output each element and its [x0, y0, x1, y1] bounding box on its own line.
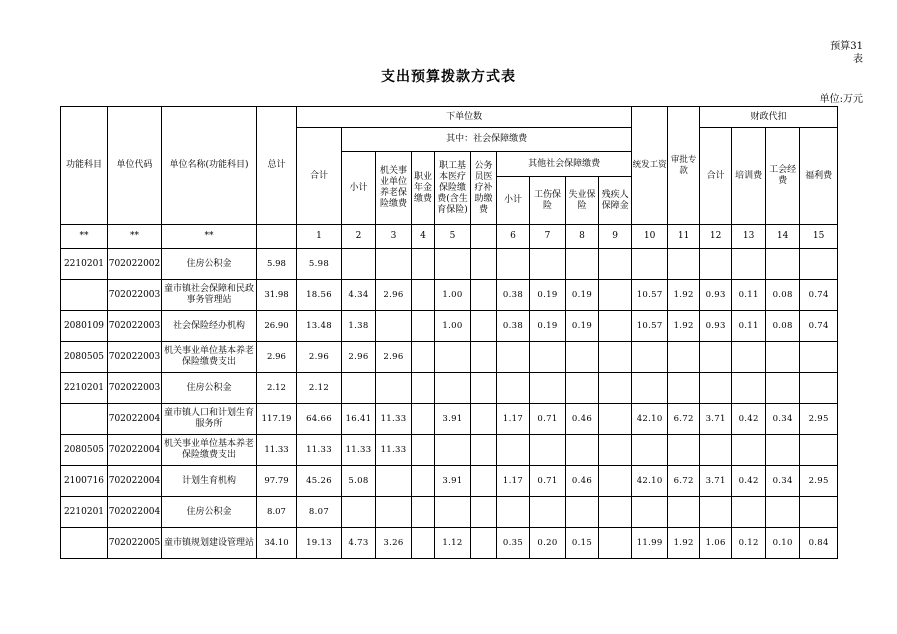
value-cell: [732, 497, 766, 528]
value-cell: 1.92: [668, 280, 700, 311]
unit-name-cell: 住房公积金: [162, 497, 257, 528]
value-cell: 2.12: [297, 373, 342, 404]
column-index-cell: **: [162, 225, 257, 249]
value-cell: [766, 342, 800, 373]
value-cell: [412, 466, 435, 497]
value-cell: 2.96: [297, 342, 342, 373]
value-cell: 6.72: [668, 466, 700, 497]
value-cell: 0.08: [766, 311, 800, 342]
table-row: [61, 528, 838, 559]
table-row: [61, 373, 838, 404]
unit-name-cell: 机关事业单位基本养老保险缴费支出: [162, 342, 257, 373]
value-cell: [632, 497, 668, 528]
table-body: [61, 249, 838, 559]
function-code-cell: 2100716: [61, 466, 108, 497]
value-cell: [668, 342, 700, 373]
column-index-cell: 8: [566, 225, 599, 249]
value-cell: 11.33: [376, 435, 412, 466]
value-cell: [700, 342, 732, 373]
value-cell: [471, 528, 497, 559]
value-cell: [435, 497, 471, 528]
value-cell: [342, 249, 376, 280]
header-social-security: 其中：社会保障缴费: [342, 128, 632, 152]
column-index-cell: 4: [412, 225, 435, 249]
value-cell: [599, 249, 632, 280]
value-cell: [732, 249, 766, 280]
page-title: 支出预算拨款方式表: [381, 69, 516, 85]
value-cell: [668, 497, 700, 528]
value-cell: 6.72: [668, 404, 700, 435]
function-code-cell: [61, 528, 108, 559]
value-cell: 2.96: [342, 342, 376, 373]
value-cell: 2.96: [376, 280, 412, 311]
value-cell: 0.38: [497, 280, 530, 311]
value-cell: 10.57: [632, 311, 668, 342]
unit-name-cell: 社会保险经办机构: [162, 311, 257, 342]
table-number-line-2: 表: [853, 54, 863, 65]
value-cell: [471, 342, 497, 373]
table-row: [61, 311, 838, 342]
value-cell: 0.12: [732, 528, 766, 559]
column-index-cell: 12: [700, 225, 732, 249]
value-cell: 1.38: [342, 311, 376, 342]
value-cell: [566, 497, 599, 528]
value-cell: [599, 435, 632, 466]
value-cell: [766, 249, 800, 280]
value-cell: [599, 528, 632, 559]
value-cell: 4.34: [342, 280, 376, 311]
unit-name-cell: 童市镇规划建设管理站: [162, 528, 257, 559]
value-cell: [599, 342, 632, 373]
column-index-cell: 9: [599, 225, 632, 249]
value-cell: [732, 342, 766, 373]
header-unemployment: 失业保险: [566, 177, 599, 225]
value-cell: 16.41: [342, 404, 376, 435]
header-civil-medical: 公务员医疗补助缴费: [471, 152, 497, 225]
value-cell: 0.93: [700, 311, 732, 342]
value-cell: [700, 435, 732, 466]
value-cell: 2.95: [800, 404, 838, 435]
value-cell: 3.91: [435, 466, 471, 497]
header-other-small-total: 小计: [497, 177, 530, 225]
value-cell: [497, 249, 530, 280]
value-cell: 0.10: [766, 528, 800, 559]
value-cell: [732, 373, 766, 404]
header-subtotal: 合计: [297, 128, 342, 225]
value-cell: 0.15: [566, 528, 599, 559]
value-cell: [412, 435, 435, 466]
value-cell: [471, 373, 497, 404]
value-cell: 18.56: [297, 280, 342, 311]
value-cell: 0.93: [700, 280, 732, 311]
header-injury: 工伤保险: [530, 177, 566, 225]
value-cell: 19.13: [297, 528, 342, 559]
value-cell: 0.19: [566, 280, 599, 311]
unit-code-cell: 702022003: [108, 280, 162, 311]
value-cell: [599, 280, 632, 311]
value-cell: [599, 466, 632, 497]
table-row: [61, 280, 838, 311]
unit-code-cell: 702022002: [108, 249, 162, 280]
value-cell: [766, 435, 800, 466]
unit-name-cell: 住房公积金: [162, 249, 257, 280]
value-cell: 0.34: [766, 404, 800, 435]
value-cell: 11.33: [342, 435, 376, 466]
value-cell: 3.91: [435, 404, 471, 435]
value-cell: [566, 435, 599, 466]
value-cell: [766, 497, 800, 528]
value-cell: 3.71: [700, 404, 732, 435]
value-cell: [471, 435, 497, 466]
column-index-cell: 10: [632, 225, 668, 249]
value-cell: 11.99: [632, 528, 668, 559]
value-cell: 0.19: [566, 311, 599, 342]
value-cell: [530, 249, 566, 280]
column-index-cell: 2: [342, 225, 376, 249]
function-code-cell: 2080505: [61, 342, 108, 373]
value-cell: [700, 497, 732, 528]
value-cell: [376, 311, 412, 342]
value-cell: [435, 373, 471, 404]
value-cell: [412, 528, 435, 559]
column-index-cell: **: [108, 225, 162, 249]
value-cell: [497, 497, 530, 528]
value-cell: 0.38: [497, 311, 530, 342]
value-cell: 0.46: [566, 404, 599, 435]
value-cell: 3.26: [376, 528, 412, 559]
value-cell: [632, 342, 668, 373]
value-cell: 2.96: [376, 342, 412, 373]
total-cell: 97.79: [257, 466, 297, 497]
value-cell: [566, 373, 599, 404]
value-cell: [800, 249, 838, 280]
value-cell: [497, 342, 530, 373]
header-approved-funds: 审批专款: [668, 107, 700, 225]
value-cell: 1.17: [497, 404, 530, 435]
value-cell: 45.26: [297, 466, 342, 497]
value-cell: [668, 249, 700, 280]
value-cell: 0.34: [766, 466, 800, 497]
value-cell: [599, 311, 632, 342]
budget-table: [60, 106, 838, 559]
column-index-cell: 7: [530, 225, 566, 249]
value-cell: [412, 342, 435, 373]
column-index-cell: 15: [800, 225, 838, 249]
unit-name-cell: 住房公积金: [162, 373, 257, 404]
value-cell: 42.10: [632, 404, 668, 435]
header-finance-withholding: 财政代扣: [700, 107, 838, 128]
header-annuity: 职业年金缴费: [412, 152, 435, 225]
value-cell: 64.66: [297, 404, 342, 435]
value-cell: 0.42: [732, 466, 766, 497]
value-cell: [412, 249, 435, 280]
column-index-cell: 3: [376, 225, 412, 249]
header-total: 总计: [257, 107, 297, 225]
function-code-cell: [61, 280, 108, 311]
unit-code-cell: 702022004: [108, 435, 162, 466]
header-welfare: 福利费: [800, 128, 838, 225]
value-cell: 0.19: [530, 280, 566, 311]
table-header: [61, 107, 838, 249]
total-cell: 31.98: [257, 280, 297, 311]
function-code-cell: 2210201: [61, 373, 108, 404]
total-cell: 34.10: [257, 528, 297, 559]
value-cell: 1.00: [435, 311, 471, 342]
total-cell: 5.98: [257, 249, 297, 280]
unit-name-cell: 童市镇社会保障和民政事务管理站: [162, 280, 257, 311]
value-cell: [412, 373, 435, 404]
value-cell: 1.06: [700, 528, 732, 559]
column-index-cell: 5: [435, 225, 471, 249]
unit-code-cell: 702022003: [108, 342, 162, 373]
table-row: [61, 342, 838, 373]
value-cell: 5.98: [297, 249, 342, 280]
value-cell: 1.17: [497, 466, 530, 497]
table-number-line-1: 预算31: [830, 41, 863, 52]
unit-code-cell: 702022003: [108, 311, 162, 342]
value-cell: [800, 373, 838, 404]
header-union: 工会经费: [766, 128, 800, 225]
value-cell: [471, 497, 497, 528]
value-cell: 13.48: [297, 311, 342, 342]
value-cell: [766, 373, 800, 404]
value-cell: 11.33: [297, 435, 342, 466]
value-cell: 0.11: [732, 311, 766, 342]
total-cell: 8.07: [257, 497, 297, 528]
value-cell: 0.74: [800, 280, 838, 311]
header-unit-code: 单位代码: [108, 107, 162, 225]
value-cell: [700, 373, 732, 404]
value-cell: 0.71: [530, 466, 566, 497]
unit-label: 单位:万元: [819, 94, 863, 105]
value-cell: [435, 249, 471, 280]
value-cell: [800, 435, 838, 466]
value-cell: 0.74: [800, 311, 838, 342]
value-cell: [376, 373, 412, 404]
total-cell: 2.12: [257, 373, 297, 404]
table-row: [61, 497, 838, 528]
table-row: [61, 404, 838, 435]
value-cell: [700, 249, 732, 280]
table-row: [61, 466, 838, 497]
value-cell: [632, 373, 668, 404]
unit-code-cell: 702022003: [108, 373, 162, 404]
value-cell: 42.10: [632, 466, 668, 497]
column-index-cell: 6: [497, 225, 530, 249]
value-cell: [599, 404, 632, 435]
unit-code-cell: 702022004: [108, 497, 162, 528]
value-cell: 0.19: [530, 311, 566, 342]
unit-code-cell: 702022004: [108, 466, 162, 497]
value-cell: 8.07: [297, 497, 342, 528]
value-cell: 0.11: [732, 280, 766, 311]
function-code-cell: 2080109: [61, 311, 108, 342]
value-cell: [632, 249, 668, 280]
value-cell: 0.08: [766, 280, 800, 311]
value-cell: [530, 373, 566, 404]
function-code-cell: 2210201: [61, 249, 108, 280]
unit-code-cell: 702022005: [108, 528, 162, 559]
value-cell: 2.95: [800, 466, 838, 497]
value-cell: [435, 435, 471, 466]
header-pension: 机关事业单位养老保险缴费: [376, 152, 412, 225]
value-cell: 1.92: [668, 528, 700, 559]
value-cell: [376, 497, 412, 528]
value-cell: [497, 435, 530, 466]
value-cell: 1.00: [435, 280, 471, 311]
total-cell: 117.19: [257, 404, 297, 435]
unit-name-cell: 计划生育机构: [162, 466, 257, 497]
header-small-total: 小计: [342, 152, 376, 225]
value-cell: 0.84: [800, 528, 838, 559]
value-cell: 10.57: [632, 280, 668, 311]
column-index-cell: 11: [668, 225, 700, 249]
value-cell: 0.42: [732, 404, 766, 435]
unit-code-cell: 702022004: [108, 404, 162, 435]
value-cell: 11.33: [376, 404, 412, 435]
value-cell: [599, 373, 632, 404]
column-index-cell: [257, 225, 297, 249]
value-cell: [530, 435, 566, 466]
value-cell: 1.92: [668, 311, 700, 342]
value-cell: [800, 342, 838, 373]
table-number-label: [830, 40, 863, 66]
value-cell: [412, 311, 435, 342]
column-index-cell: 13: [732, 225, 766, 249]
value-cell: [412, 497, 435, 528]
value-cell: 0.35: [497, 528, 530, 559]
header-medical: 职工基本医疗保险缴费(含生育保险): [435, 152, 471, 225]
total-cell: 26.90: [257, 311, 297, 342]
value-cell: [530, 497, 566, 528]
value-cell: [497, 373, 530, 404]
value-cell: [376, 249, 412, 280]
header-other-social: 其他社会保障缴费: [497, 152, 632, 177]
value-cell: [471, 311, 497, 342]
value-cell: [566, 342, 599, 373]
header-func-code: 功能科目: [61, 107, 108, 225]
value-cell: [412, 404, 435, 435]
header-disability: 残疾人保障金: [599, 177, 632, 225]
value-cell: [471, 249, 497, 280]
value-cell: [800, 497, 838, 528]
column-index-cell: 1: [297, 225, 342, 249]
value-cell: 3.71: [700, 466, 732, 497]
total-cell: 11.33: [257, 435, 297, 466]
header-fin-total: 合计: [700, 128, 732, 225]
column-index-cell: [471, 225, 497, 249]
column-index-cell: 14: [766, 225, 800, 249]
value-cell: [632, 435, 668, 466]
header-training: 培训费: [732, 128, 766, 225]
unit-name-cell: 机关事业单位基本养老保险缴费支出: [162, 435, 257, 466]
column-index-cell: **: [61, 225, 108, 249]
header-lower-units: 下单位数: [297, 107, 632, 128]
value-cell: 4.73: [342, 528, 376, 559]
value-cell: [566, 249, 599, 280]
function-code-cell: 2210201: [61, 497, 108, 528]
table-row: [61, 435, 838, 466]
function-code-cell: 2080505: [61, 435, 108, 466]
value-cell: [732, 435, 766, 466]
value-cell: [599, 497, 632, 528]
value-cell: [412, 280, 435, 311]
value-cell: [530, 342, 566, 373]
value-cell: [471, 280, 497, 311]
value-cell: [668, 435, 700, 466]
value-cell: 1.12: [435, 528, 471, 559]
value-cell: [342, 373, 376, 404]
unit-name-cell: 童市镇人口和计划生育服务所: [162, 404, 257, 435]
table-row: [61, 249, 838, 280]
value-cell: [471, 404, 497, 435]
value-cell: 0.46: [566, 466, 599, 497]
value-cell: 0.71: [530, 404, 566, 435]
value-cell: [376, 466, 412, 497]
value-cell: [342, 497, 376, 528]
value-cell: 5.08: [342, 466, 376, 497]
total-cell: 2.96: [257, 342, 297, 373]
value-cell: [435, 342, 471, 373]
function-code-cell: [61, 404, 108, 435]
value-cell: 0.20: [530, 528, 566, 559]
header-unified-salary: 统发工资: [632, 107, 668, 225]
value-cell: [471, 466, 497, 497]
header-unit-name: 单位名称(功能科目): [162, 107, 257, 225]
column-index-row: [61, 225, 838, 249]
value-cell: [668, 373, 700, 404]
